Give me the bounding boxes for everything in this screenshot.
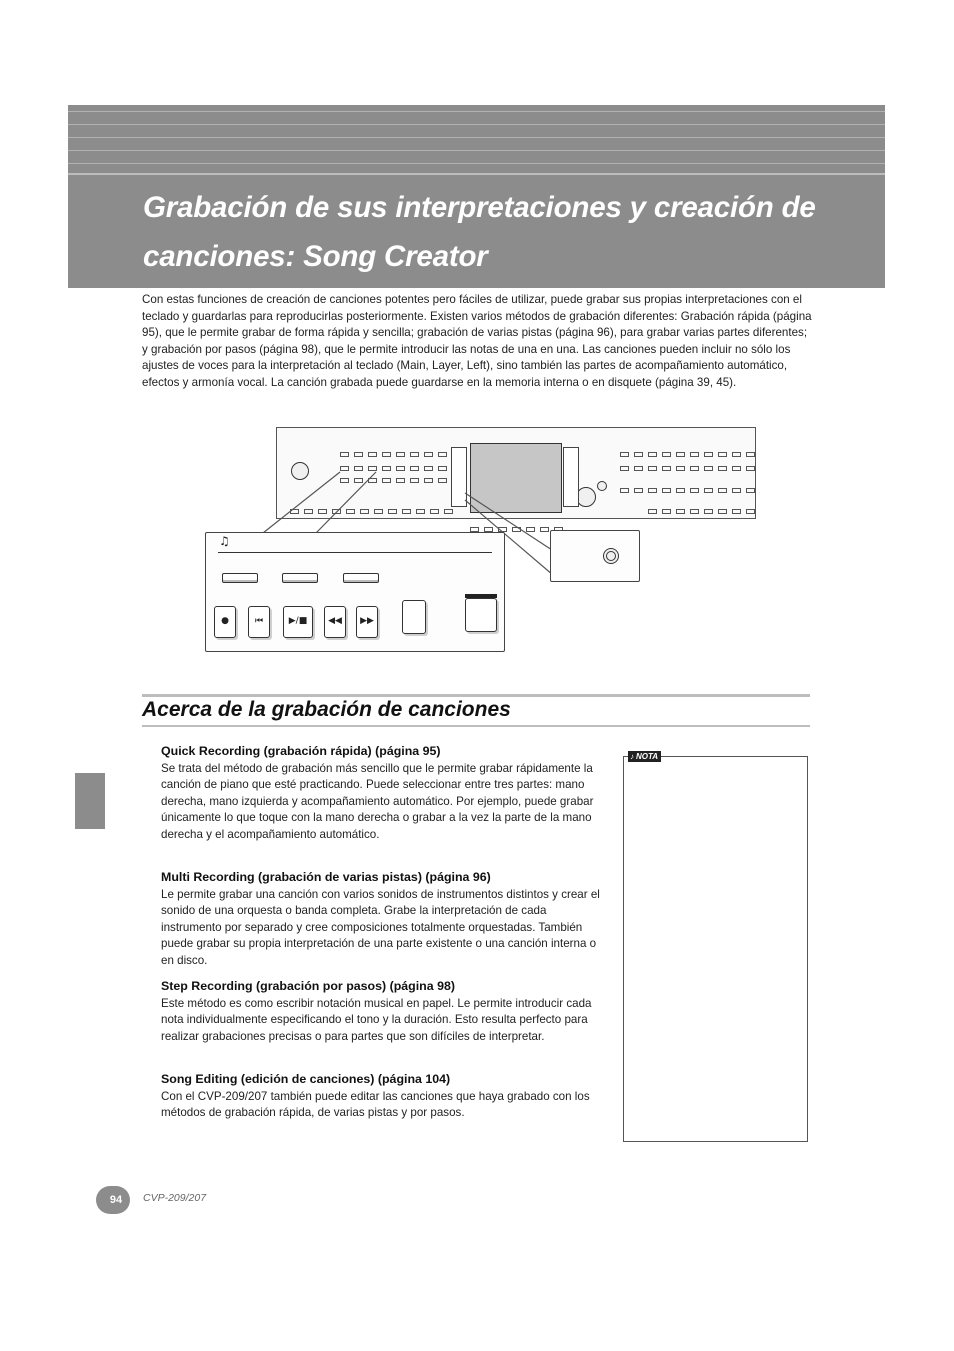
button-row-right-3 bbox=[620, 480, 760, 498]
button-row-mid-right bbox=[620, 458, 760, 476]
model-name: CVP-209/207 bbox=[143, 1192, 207, 1204]
section-rule-bottom bbox=[142, 725, 810, 727]
button-row-lower-right bbox=[648, 501, 760, 519]
song-slot-button bbox=[343, 573, 379, 583]
subsection-heading-multi: Multi Recording (grabación de varias pistas) (página 96) bbox=[161, 870, 491, 884]
knob-center-icon bbox=[606, 551, 616, 561]
section-title: Acerca de la grabación de canciones bbox=[142, 698, 511, 721]
repeat-button bbox=[402, 600, 426, 634]
banner-stripes bbox=[68, 105, 885, 173]
subsection-body-quick: Se trata del método de grabación más sencillo que le permite grabar rápidamente la canción de piano que esté practicando. Puede seleccionar entre tres partes: mano derecha, mano izquierda y acompañamiento automático. Por ejemplo, puede grabar únicamente lo que toque con la mano derecha o grabar a la vez la parte de la mano derecha y el acompañamiento automático. bbox=[161, 762, 594, 841]
callout-rule bbox=[218, 552, 492, 553]
song-slot-button bbox=[282, 573, 318, 583]
music-note-icon: ♪ bbox=[630, 752, 634, 761]
song-slot-button bbox=[222, 573, 258, 583]
fast-forward-icon: ▶▶ bbox=[356, 606, 378, 638]
dial-indicator-icon bbox=[597, 481, 607, 491]
subsection-heading-step: Step Recording (grabación por pasos) (página 98) bbox=[161, 979, 455, 993]
subsection-body-editing: Con el CVP-209/207 también puede editar las canciones que haya grabado con los métodos de grabación rápida, de varias pistas y por pasos. bbox=[161, 1090, 590, 1120]
dial-callout bbox=[550, 530, 640, 582]
subsection-heading-editing: Song Editing (edición de canciones) (página 104) bbox=[161, 1072, 451, 1086]
page-title bbox=[143, 183, 863, 281]
page-number bbox=[96, 1186, 130, 1214]
play-pause-icon: ▶/■ bbox=[283, 606, 313, 638]
song-controls-callout bbox=[205, 532, 505, 652]
song-button-row bbox=[340, 470, 452, 488]
stop-start-icon: ⏮ bbox=[248, 606, 270, 638]
extra-button bbox=[465, 598, 497, 632]
chapter-side-tab bbox=[75, 773, 105, 829]
note-label: NOTA bbox=[636, 752, 659, 761]
display-right-buttons bbox=[563, 447, 579, 507]
page-number-text: 94 bbox=[109, 1194, 123, 1206]
data-dial-icon bbox=[576, 487, 596, 507]
subsection-body-step: Este método es como escribir notación musical en papel. Le permite introducir cada nota individualmente especificando el tono y la duración. Esto resulta perfecto para realizar grabaciones precisas o para partes que son difíciles de interpretar. bbox=[161, 997, 592, 1043]
button-row-lower-left bbox=[290, 501, 458, 519]
note-box bbox=[623, 756, 808, 1142]
rewind-icon: ◀◀ bbox=[324, 606, 346, 638]
music-note-icon: ♫ bbox=[219, 534, 230, 548]
volume-knob-icon bbox=[291, 462, 309, 480]
intro-paragraph: Con estas funciones de creación de canciones potentes pero fáciles de utilizar, puede grabar sus propias interpretaciones con el teclado y guardarlas para reproducirlas posteriormente. Existen varios métodos de grabación diferentes: Grabación rápida (página 95), que le permite grabar de forma rápida y sencilla; grabación de varias pistas (página 96), para grabar varias partes diferentes; y grabación por pasos (página 98), que le permite introducir las notas de una en una. Las canciones pueden incluir no sólo los ajustes de voces para la interpretación al teclado (Main, Layer, Left), sino también las partes de acompañamiento automático, efectos y armonía vocal. La canción grabada puede guardarse en la memoria interna o en disquete (página 39, 45). bbox=[142, 293, 812, 389]
subsection-body-multi: Le permite grabar una canción con varios sonidos de instrumentos distintos y crear el sonido de una orquesta o banda completa. Grabe la interpretación de cada instrumento por separado y cree composiciones totalmente orquestadas. También puede grabar su propia interpretación de una parte existente o una canción interna o en disco. bbox=[161, 888, 600, 967]
lcd-display bbox=[470, 443, 562, 513]
page-title-line2: canciones: Song Creator bbox=[143, 240, 488, 273]
banner-divider bbox=[68, 173, 885, 175]
display-left-buttons bbox=[451, 447, 467, 507]
subsection-heading-quick: Quick Recording (grabación rápida) (página 95) bbox=[161, 744, 441, 758]
page-title-line1: Grabación de sus interpretaciones y creación de bbox=[143, 191, 816, 224]
record-icon: ● bbox=[214, 606, 236, 638]
note-badge bbox=[628, 751, 661, 762]
